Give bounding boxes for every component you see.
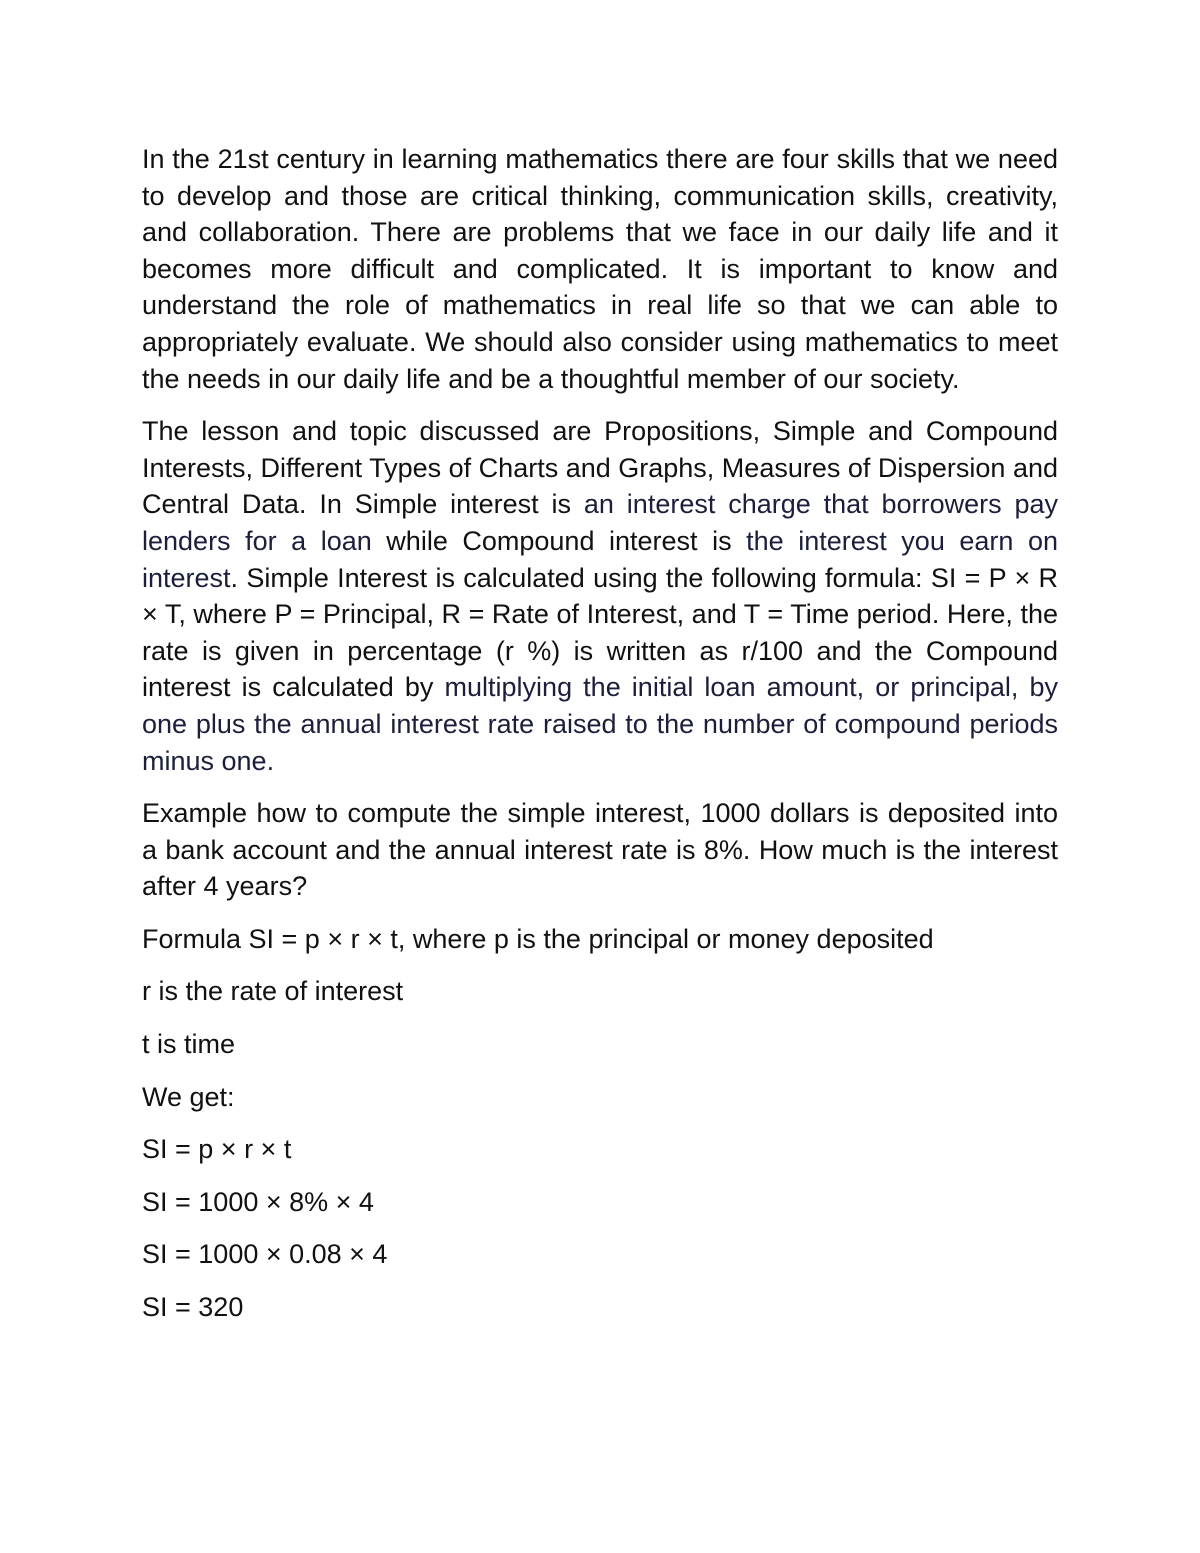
compound-interest-method: multiplying the initial loan amount, or principal, by one plus the annual interest rate raised to the number of compound periods minus one. [142,672,1059,776]
lesson-text-3: . Simple Interest is calculated using the following formula: SI = P × R × T, where P = Principal, R = Rate of Interest, and T = Time period. Here, the rate is given in percentage (r %) is written as r/100 and the Compound interest is calculated by [142,562,1058,703]
formula-line: Formula SI = p × r × t, where p is the principal or money deposited [142,923,934,954]
time-definition-line: t is time [142,1029,236,1060]
document-page [142,141,1058,1342]
lesson-text-2: while Compound interest is [371,525,747,556]
intro-paragraph: In the 21st century in learning mathematics there are four skills that we need to develop and those are critical thinking, communication skills, creativity, and collaboration. There are problems that we face in our daily life and it becomes more difficult and complicated. It is important to know and understand the role of mathematics in real life so that we can able to appropriately evaluate. We should also consider using mathematics to meet the needs in our daily life and be a thoughtful member of our society. [142,144,1058,394]
simple-interest-definition: an interest charge that borrowers pay lenders for a loan [142,489,1059,556]
calculation-step-2: SI = 1000 × 8% × 4 [142,1186,374,1217]
we-get-line: We get: [142,1081,235,1112]
compound-interest-definition: the interest you earn on interest [142,525,1058,593]
calculation-step-3: SI = 1000 × 0.08 × 4 [142,1239,388,1270]
example-paragraph: Example how to compute the simple interest, 1000 dollars is deposited into a bank account and the annual interest rate is 8%. How much is the interest after 4 years? [142,798,1058,902]
rate-definition-line: r is the rate of interest [142,976,404,1007]
lesson-paragraph [142,413,1058,779]
lesson-text-1: The lesson and topic discussed are Propositions, Simple and Compound Interests, Different Types of Charts and Graphs, Measures of Dispersion and Central Data. In Simple interest is [142,416,1058,520]
calculation-result: SI = 320 [142,1292,244,1323]
calculation-step-1: SI = p × r × t [142,1134,292,1165]
